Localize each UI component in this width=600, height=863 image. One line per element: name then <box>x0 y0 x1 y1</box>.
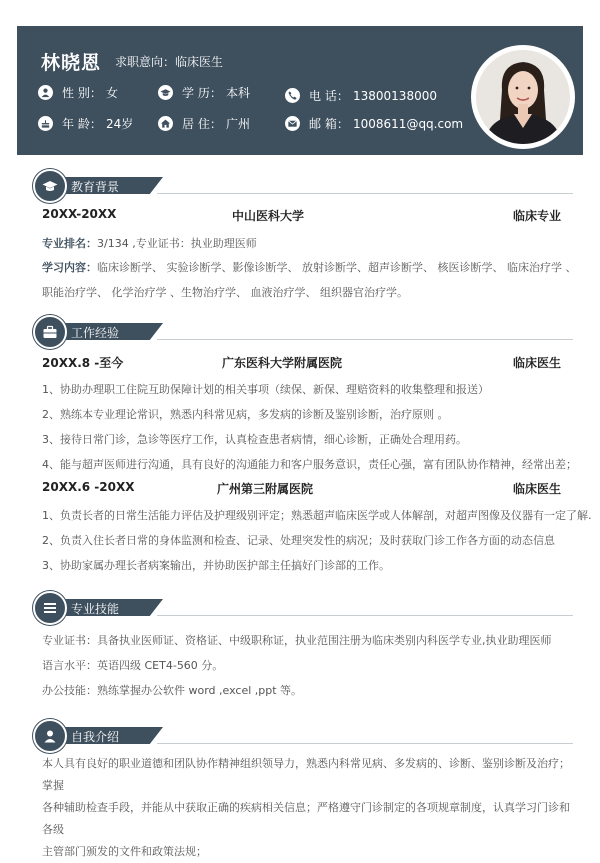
education-courses: 学习内容：临床诊断学、 实验诊断学、影像诊断学、 放射诊断学、超声诊断学、 核医诊断学、 临床治疗学 、 <box>42 261 577 274</box>
section-title: 教育背景 <box>71 180 120 194</box>
section-title: 自我介绍 <box>71 730 120 744</box>
job-role: 临床医生 <box>512 482 561 496</box>
graduation-cap-icon <box>158 85 173 100</box>
job-role: 临床医生 <box>512 356 561 370</box>
divider <box>157 339 573 340</box>
job-duty: 3、接待日常门诊，急诊等医疗工作，认真检查患者病情，细心诊断，正确处合理用药。 <box>42 433 467 446</box>
job-duty: 2、负责入住长者日常的身体监测和检查、记录、处理突发性的病况；及时获取门诊工作各方面的动态信息 <box>42 534 555 547</box>
info-phone: 电 话： 13800138000 <box>285 87 437 104</box>
job-duty: 3、协助家属办理长者病案输出，并协助医护部主任搞好门诊部的工作。 <box>42 559 390 572</box>
cake-icon <box>38 116 53 131</box>
education-school: 中山医科大学 <box>232 209 305 223</box>
info-gender: 性 别： 女 <box>38 84 118 101</box>
job-org: 广州第三附属医院 <box>217 482 314 496</box>
job-intent: 求职意向：临床医生 <box>115 55 224 69</box>
skill-item: 语言水平：英语四级 CET4-560 分。 <box>42 659 224 672</box>
graduation-cap-icon <box>33 169 67 203</box>
home-icon <box>158 116 173 131</box>
section-title: 专业技能 <box>71 602 120 616</box>
avatar <box>476 50 570 144</box>
person-icon <box>38 85 53 100</box>
skill-item: 专业证书：具备执业医师证、资格证、中级职称证，执业范围注册为临床类别内科医学专业,执业助理医师 <box>42 634 552 647</box>
section-education-header <box>33 174 573 196</box>
job-duty: 1、负责长者的日常生活能力评估及护理级别评定；熟悉超声临床医学或人体解剖，对超声图像及仪器有一定了解. <box>42 509 592 522</box>
user-icon <box>33 719 67 753</box>
briefcase-icon <box>33 315 67 349</box>
section-skills-header <box>33 596 573 618</box>
section-about-header <box>33 724 573 746</box>
job-duty: 4、能与超声医师进行沟通，具有良好的沟通能力和客户服务意识，责任心强，富有团队协作精神，经常出差； <box>42 458 577 471</box>
phone-icon <box>285 88 300 103</box>
candidate-name: 林晓恩 <box>41 52 102 74</box>
mail-icon <box>285 116 300 131</box>
education-rank: 专业排名：3/134 ,专业证书：执业助理医师 <box>42 237 257 250</box>
divider <box>157 743 573 744</box>
info-education: 学 历： 本科 <box>158 84 250 101</box>
divider <box>157 193 573 194</box>
education-major: 临床专业 <box>512 209 561 223</box>
info-email: 邮 箱： 1008611@qq.com <box>285 115 463 132</box>
divider <box>157 615 573 616</box>
section-title: 工作经验 <box>71 326 120 340</box>
about-text: 本人具有良好的职业道德和团队协作精神组织领导力，熟悉内科常见病、多发病的、诊断、鉴别诊断及治疗；掌握 各种辅助检查手段，并能从中获取正确的疾病相关信息；严格遵守门诊制定的各项规章制度，认真学习门诊和各级 主管部门颁发的文件和政策法规； <box>42 757 570 858</box>
job-org: 广东医科大学附属医院 <box>222 356 343 370</box>
info-age: 年 龄： 24岁 <box>38 115 133 132</box>
info-residence: 居 住： 广州 <box>158 115 250 132</box>
list-icon <box>33 591 67 625</box>
job-period: 20XX.8 -至今 <box>42 356 124 370</box>
skill-item: 办公技能：熟练掌握办公软件 word ,excel ,ppt 等。 <box>42 684 303 697</box>
job-period: 20XX.6 -20XX <box>42 480 135 494</box>
section-work-header <box>33 320 573 342</box>
education-period: 20XX-20XX <box>42 207 117 221</box>
job-duty: 1、协助办理职工住院互助保障计划的相关事项（续保、新保、理赔资料的收集整理和报送） <box>42 383 489 396</box>
profile-photo <box>471 45 575 149</box>
job-duty: 2、熟练本专业理论常识，熟悉内科常见病，多发病的诊断及鉴别诊断，治疗原则 。 <box>42 408 449 421</box>
education-courses-cont: 职能治疗学、 化学治疗学 、生物治疗学、 血液治疗学、 组织器官治疗学。 <box>42 286 408 299</box>
